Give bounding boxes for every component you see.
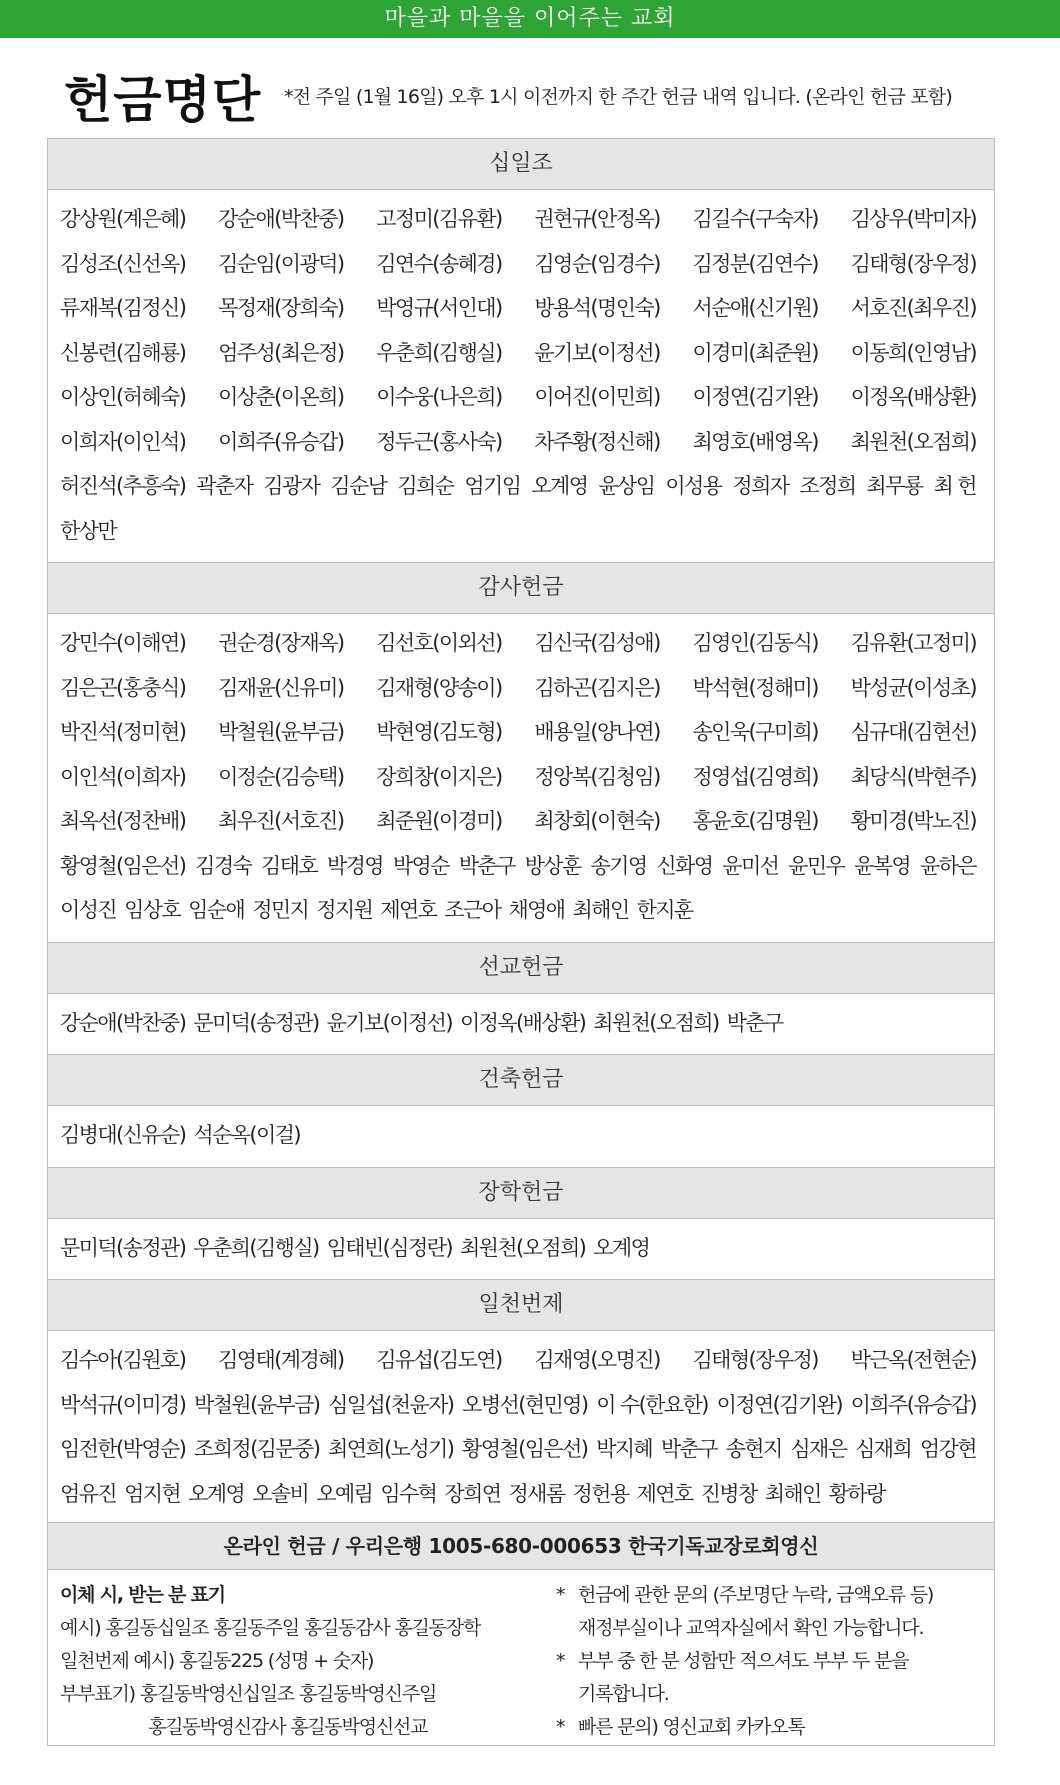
- donor-name: 이동희(인영남): [850, 340, 976, 365]
- donor-name: 조근아: [444, 898, 501, 922]
- section-names: [48, 1330, 994, 1525]
- donor-name: 윤상임: [598, 474, 655, 498]
- donor-name: 황미경(박노진): [850, 809, 976, 833]
- donor-name: 최준원(이경미): [376, 809, 502, 833]
- contact-notes: [556, 1579, 986, 1744]
- section-heading: 감사헌금: [48, 562, 994, 613]
- donor-name: 김재형(양송이): [376, 675, 502, 700]
- donor-name: 최연희(노성기): [328, 1437, 454, 1461]
- donor-name: 송기영: [590, 853, 647, 878]
- donor-name: 최 헌: [933, 474, 976, 498]
- donor-name: 오계영: [531, 474, 588, 498]
- donor-name: 문미덕(송정관): [193, 1010, 319, 1035]
- section-heading: 일천번제: [48, 1279, 994, 1330]
- section-heading: 건축헌금: [48, 1054, 994, 1105]
- section-names: [48, 1218, 994, 1280]
- page-header: [0, 38, 1060, 138]
- donor-name: 엄강현: [919, 1437, 976, 1461]
- donor-name: 엄지현: [124, 1481, 181, 1506]
- donor-name: 정영섭(김영희): [692, 764, 818, 789]
- donor-name: 배용일(양나연): [534, 720, 660, 744]
- donor-name: 박석규(이미경): [60, 1392, 186, 1417]
- donor-name: 이정순(김승택): [218, 764, 344, 789]
- transfer-guide: [60, 1579, 540, 1744]
- note-item: * 헌금에 관한 문의 (주보명단 누락, 금액오류 등): [556, 1579, 986, 1612]
- donor-name: 제연호: [380, 898, 437, 922]
- donor-name: 정두근(홍사숙): [376, 429, 502, 454]
- guide-line: 일천번제 예시) 홍길동225 (성명 + 숫자): [60, 1650, 374, 1672]
- section-heading: 선교헌금: [48, 942, 994, 993]
- donor-name: 오계영: [593, 1235, 650, 1260]
- donor-name: 심일섭(천윤자): [328, 1392, 454, 1417]
- top-banner: 마을과 마을을 이어주는 교회: [0, 0, 1060, 38]
- donor-name: 이정연(김기완): [692, 385, 818, 409]
- donor-name: 장희연: [444, 1481, 501, 1506]
- donor-name: 한지훈: [636, 898, 693, 922]
- donor-name: 서순애(신기원): [692, 296, 818, 320]
- donor-name: 김희순: [397, 474, 454, 498]
- donor-name: 김영태(계경혜): [218, 1348, 344, 1372]
- donor-name: 방상훈: [524, 853, 581, 878]
- page-title: 헌금명단: [64, 71, 262, 129]
- donor-name: 곽춘자: [196, 474, 253, 498]
- donor-name: 채영애: [508, 898, 565, 922]
- donor-name: 엄기임: [464, 474, 521, 498]
- donor-name: 김성조(신선옥): [60, 251, 186, 276]
- donor-name: 심재희: [855, 1437, 912, 1461]
- bank-account-heading: 온라인 헌금 / 우리은행 1005-680-000653 한국기독교장로회영신: [48, 1523, 994, 1570]
- section-names: [48, 189, 994, 562]
- donor-name: 윤기보(이정선): [534, 340, 660, 365]
- section-names: [48, 1105, 994, 1167]
- donor-name: 윤복영: [854, 853, 911, 878]
- donor-name: 최우진(서호진): [218, 809, 344, 833]
- donor-name: 심재은: [790, 1437, 847, 1461]
- donor-name: 김유섭(김도연): [376, 1348, 502, 1372]
- donor-name: 이경미(최준원): [692, 340, 818, 365]
- period-note: *전 주일 (1월 16일) 오후 1시 이전까지 한 주간 헌금 내역 입니다. (온라인 헌금 포함): [284, 86, 952, 108]
- donor-name: 오병선(현민영): [462, 1392, 588, 1417]
- section-names: [48, 613, 994, 942]
- donor-name: 한상만: [60, 518, 117, 543]
- donor-name: 엄주성(최은정): [218, 340, 344, 365]
- donor-name: 김은곤(홍충식): [60, 675, 186, 700]
- donor-name: 정앙복(김청임): [534, 764, 660, 789]
- note-item: * 빠른 문의) 영신교회 카카오톡: [556, 1711, 986, 1744]
- donor-name: 임순애: [188, 898, 245, 922]
- donor-name: 최원천(오점희): [459, 1235, 586, 1260]
- donor-name: 김경숙: [195, 853, 252, 878]
- donor-name: 방용석(명인숙): [534, 296, 660, 320]
- donor-name: 윤기보(이정선): [326, 1010, 452, 1035]
- donor-name: 최해인: [764, 1481, 821, 1506]
- donor-name: 윤하은: [919, 853, 976, 878]
- section-heading: 십일조: [48, 139, 994, 189]
- donor-name: 강상원(계은혜): [60, 207, 186, 231]
- donor-name: 김영인(김동식): [692, 631, 818, 655]
- donor-name: 이정연(김기완): [716, 1392, 842, 1417]
- donor-name: 오계영: [188, 1481, 245, 1506]
- donor-name: 홍윤호(김명원): [692, 809, 818, 833]
- donor-name: 이성용: [665, 474, 722, 498]
- donor-name: 김수아(김원호): [60, 1348, 186, 1372]
- donor-name: 윤미선: [722, 853, 779, 878]
- donor-name: 박영규(서인대): [376, 296, 502, 320]
- donor-name: 김재영(오명진): [534, 1348, 660, 1372]
- donor-name: 황영철(임은선): [60, 853, 186, 878]
- donor-name: 박영순: [392, 853, 449, 878]
- donor-name: 서호진(최우진): [850, 296, 976, 320]
- donor-name: 이정옥(배상환): [850, 385, 976, 409]
- donor-name: 최원천(오점희): [850, 429, 976, 454]
- donor-name: 강민수(이해연): [60, 631, 186, 655]
- donor-name: 박춘구: [660, 1437, 717, 1461]
- donor-name: 고정미(김유환): [376, 207, 502, 231]
- donor-name: 김선호(이외선): [376, 631, 502, 655]
- donor-name: 이희주(유승갑): [218, 429, 344, 454]
- asterisk: *: [556, 1584, 565, 1606]
- donor-name: 박춘구: [726, 1010, 783, 1035]
- donor-name: 임태빈(심정란): [326, 1235, 452, 1260]
- donor-name: 이수웅(나은희): [376, 385, 502, 409]
- donor-name: 박철원(윤부금): [194, 1392, 320, 1417]
- donor-name: 이상춘(이온희): [218, 385, 344, 409]
- section-names: [48, 993, 994, 1055]
- donor-name: 김유환(고정미): [850, 631, 976, 655]
- donor-name: 이상인(허혜숙): [60, 385, 186, 409]
- note-item-cont: 재정부실이나 교역자실에서 확인 가능합니다.: [578, 1617, 924, 1639]
- donor-name: 윤민우: [788, 853, 845, 878]
- donor-name: 김순남: [330, 474, 387, 498]
- donor-name: 송인욱(구미희): [692, 720, 818, 744]
- donor-name: 이어진(이민희): [534, 385, 660, 409]
- donor-name: 김정분(김연수): [692, 251, 818, 276]
- donor-name: 김하곤(김지은): [534, 675, 660, 700]
- section-heading: 장학헌금: [48, 1167, 994, 1218]
- donor-name: 김재윤(신유미): [218, 675, 344, 700]
- asterisk: *: [556, 1650, 565, 1672]
- note-item: * 부부 중 한 분 성함만 적으셔도 부부 두 분을: [556, 1645, 986, 1678]
- donor-name: 김길수(구숙자): [692, 207, 818, 231]
- donor-name: 허진석(추흥숙): [60, 474, 186, 498]
- donor-name: 심규대(김현선): [850, 720, 976, 744]
- donor-name: 박춘구: [458, 853, 515, 878]
- donor-name: 권현규(안정옥): [534, 207, 660, 231]
- donor-name: 최영호(배영옥): [692, 429, 818, 454]
- donor-name: 최무룡: [866, 474, 923, 498]
- donor-name: 이희자(이인석): [60, 429, 186, 454]
- online-offering-box: [47, 1522, 995, 1746]
- donor-name: 김태형(장우정): [850, 251, 976, 276]
- donor-name: 임수혁: [380, 1481, 437, 1506]
- donor-name: 오예림: [316, 1481, 373, 1506]
- donor-name: 강순애(박찬중): [218, 207, 344, 231]
- donor-name: 박현영(김도형): [376, 720, 502, 744]
- donor-name: 박경영: [326, 853, 383, 878]
- donor-name: 이인석(이희자): [60, 764, 186, 789]
- transfer-guide-title: 이체 시, 받는 분 표기: [60, 1584, 225, 1606]
- donor-name: 차주황(정신해): [534, 429, 660, 454]
- donor-name: 김태호: [261, 853, 318, 878]
- donor-name: 박지혜: [596, 1437, 653, 1461]
- donor-name: 진병창: [700, 1481, 757, 1506]
- donor-name: 최당식(박현주): [850, 764, 976, 789]
- donor-name: 오솔비: [252, 1481, 309, 1506]
- donor-name: 신화영: [656, 853, 713, 878]
- donor-name: 정헌용: [572, 1481, 629, 1506]
- donor-name: 김연수(송혜경): [376, 251, 502, 276]
- donor-name: 김신국(김성애): [534, 631, 660, 655]
- guide-line: 예시) 홍길동십일조 홍길동주일 홍길동감사 홍길동장학: [60, 1617, 481, 1639]
- donor-name: 문미덕(송정관): [60, 1235, 186, 1260]
- donor-name: 김영순(임경수): [534, 251, 660, 276]
- donor-name: 김순임(이광덕): [218, 251, 344, 276]
- guide-line: 홍길동박영신감사 홍길동박영신선교: [148, 1716, 428, 1738]
- note-item-cont: 기록합니다.: [578, 1683, 669, 1705]
- donor-name: 임상호: [124, 898, 181, 922]
- guide-line: 부부표기) 홍길동박영신십일조 홍길동박영신주일: [60, 1683, 437, 1705]
- donor-name: 우춘희(김행실): [193, 1235, 319, 1260]
- donor-name: 목정재(장희숙): [218, 296, 344, 320]
- donor-name: 이정옥(배상환): [459, 1010, 586, 1035]
- donor-name: 정지원: [316, 898, 373, 922]
- donor-name: 최해인: [572, 898, 629, 922]
- donor-name: 정새롬: [508, 1481, 565, 1506]
- donor-name: 황영철(임은선): [462, 1437, 588, 1461]
- donor-name: 제연호: [636, 1481, 693, 1506]
- donor-name: 박철원(윤부금): [218, 720, 344, 744]
- donor-name: 이성진: [60, 898, 117, 922]
- donor-name: 류재복(김정신): [60, 296, 186, 320]
- donor-name: 임전한(박영순): [60, 1437, 186, 1461]
- donor-name: 이 수(한요한): [596, 1392, 708, 1417]
- donor-name: 김태형(장우정): [692, 1348, 818, 1372]
- donor-name: 김병대(신유순): [60, 1123, 186, 1147]
- donor-name: 김광자: [263, 474, 320, 498]
- donor-name: 황하랑: [828, 1481, 885, 1506]
- donor-name: 최원천(오점희): [593, 1010, 719, 1035]
- asterisk: *: [556, 1716, 565, 1738]
- donor-name: 박진석(정미현): [60, 720, 186, 744]
- donor-name: 박석현(정해미): [692, 675, 818, 700]
- donor-name: 송현지: [725, 1437, 782, 1461]
- donor-name: 김상우(박미자): [850, 207, 976, 231]
- donor-name: 정희자: [732, 474, 789, 498]
- donor-name: 신봉련(김해룡): [60, 340, 186, 365]
- donor-name: 석순옥(이걸): [193, 1123, 300, 1147]
- donor-name: 권순경(장재옥): [218, 631, 344, 655]
- donor-name: 강순애(박찬중): [60, 1010, 186, 1035]
- donor-name: 조희정(김문중): [194, 1437, 320, 1461]
- offering-list: [47, 138, 995, 1526]
- donor-name: 조정희: [799, 474, 856, 498]
- donor-name: 이희주(유승갑): [850, 1392, 976, 1417]
- donor-name: 박근옥(전현순): [850, 1348, 976, 1372]
- donor-name: 엄유진: [60, 1481, 117, 1506]
- donor-name: 정민지: [252, 898, 309, 922]
- donor-name: 박성균(이성초): [850, 675, 976, 700]
- donor-name: 우춘희(김행실): [376, 340, 502, 365]
- donor-name: 최옥선(정찬배): [60, 809, 186, 833]
- donor-name: 장희창(이지은): [376, 764, 502, 789]
- donor-name: 최창회(이현숙): [534, 809, 660, 833]
